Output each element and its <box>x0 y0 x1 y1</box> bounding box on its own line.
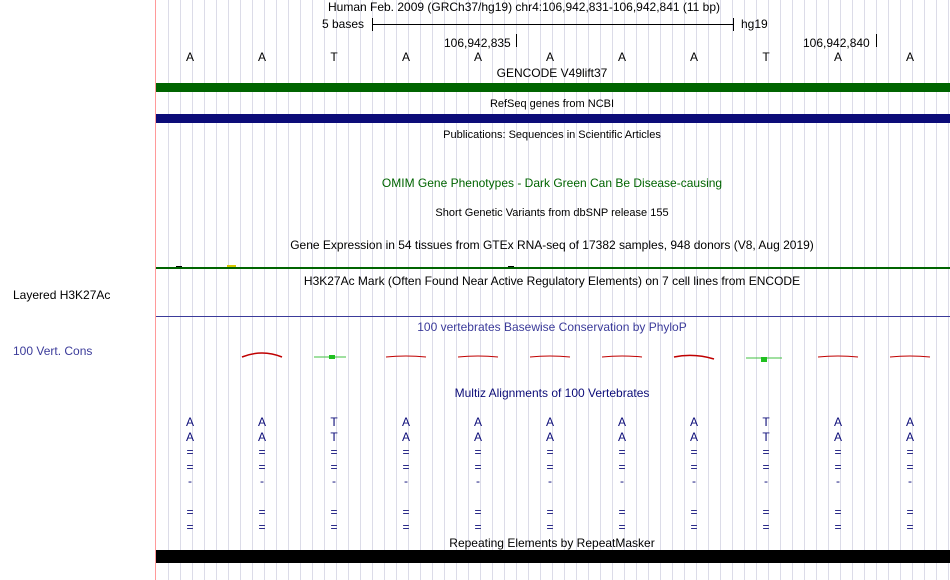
alignment-cell: A <box>401 430 411 444</box>
conservation-dip <box>329 355 335 359</box>
alignment-cell: = <box>402 445 410 459</box>
repeatmasker-track-title: Repeating Elements by RepeatMasker <box>449 536 655 550</box>
base-letter: A <box>185 50 195 64</box>
base-letter: T <box>330 50 338 64</box>
alignment-cell: = <box>258 460 266 474</box>
coordinate-label-2: 106,942,840 <box>803 36 870 50</box>
alignment-cell: = <box>762 520 770 534</box>
alignment-cell: = <box>834 445 842 459</box>
alignment-cell: A <box>473 430 483 444</box>
alignment-cell: T <box>330 430 338 444</box>
alignment-cell: = <box>762 460 770 474</box>
alignment-cell: = <box>330 505 338 519</box>
base-letter: A <box>617 50 627 64</box>
alignment-cell: A <box>545 430 555 444</box>
alignment-cell: A <box>905 415 915 429</box>
alignment-cell: = <box>834 520 842 534</box>
alignment-cell: A <box>257 415 267 429</box>
conservation-peak <box>818 356 858 357</box>
conservation-peak <box>386 356 426 357</box>
alignment-cell: T <box>330 415 338 429</box>
alignment-cell: = <box>330 520 338 534</box>
alignment-cell: = <box>402 460 410 474</box>
dbsnp-track-title: Short Genetic Variants from dbSNP release 155 <box>435 207 669 219</box>
alignment-cell: = <box>906 505 914 519</box>
h3k27ac-baseline <box>156 316 950 317</box>
alignment-cell: = <box>618 520 626 534</box>
scale-text: 5 bases <box>322 17 365 31</box>
alignment-cell: - <box>548 474 552 488</box>
conservation-track-title: 100 vertebrates Basewise Conservation by PhyloP <box>417 320 687 334</box>
alignment-cell: - <box>836 474 840 488</box>
alignment-cell: = <box>834 505 842 519</box>
h3k27ac-track-title: H3K27Ac Mark (Often Found Near Active Regulatory Elements) on 7 cell lines from ENCODE <box>303 274 801 288</box>
conservation-track-label[interactable]: 100 Vert. Cons <box>13 344 93 358</box>
alignment-cell: A <box>473 415 483 429</box>
browser-track-area <box>156 0 950 580</box>
base-letter: A <box>833 50 843 64</box>
gtex-divider <box>156 267 950 269</box>
alignment-cell: = <box>546 520 554 534</box>
gtex-track-title: Gene Expression in 54 tissues from GTEx RNA-seq of 17382 samples, 948 donors (V8, Aug 2019) <box>290 238 814 252</box>
alignment-cell: = <box>474 460 482 474</box>
base-letter: A <box>905 50 915 64</box>
omim-track-title: OMIM Gene Phenotypes - Dark Green Can Be Disease-causing <box>381 176 723 190</box>
alignment-cell: = <box>690 460 698 474</box>
alignment-cell: A <box>689 430 699 444</box>
conservation-peak <box>242 353 282 357</box>
alignment-cell: A <box>185 430 195 444</box>
alignment-cell: - <box>476 474 480 488</box>
alignment-cell: A <box>185 415 195 429</box>
conservation-peak <box>890 356 930 357</box>
multiz-track-title: Multiz Alignments of 100 Vertebrates <box>454 386 650 400</box>
alignment-cell: = <box>186 520 194 534</box>
alignment-cell: = <box>618 445 626 459</box>
refseq-gene-bar[interactable] <box>156 114 950 123</box>
alignment-cell: = <box>834 460 842 474</box>
alignment-cell: = <box>474 505 482 519</box>
alignment-cell: - <box>908 474 912 488</box>
alignment-cell: - <box>620 474 624 488</box>
conservation-peak <box>674 355 714 359</box>
alignment-cell: A <box>689 415 699 429</box>
alignment-cell: = <box>906 520 914 534</box>
alignment-cell: A <box>833 415 843 429</box>
h3k27ac-track-label[interactable]: Layered H3K27Ac <box>13 288 111 302</box>
base-letter: A <box>401 50 411 64</box>
alignment-cell: A <box>257 430 267 444</box>
assembly-position: Human Feb. 2009 (GRCh37/hg19) chr4:106,942,831-106,942,841 (11 bp) <box>327 0 721 14</box>
alignment-cell: - <box>260 474 264 488</box>
alignment-cell: = <box>546 460 554 474</box>
scale-assembly: hg19 <box>741 17 768 31</box>
base-letter: A <box>545 50 555 64</box>
alignment-cell: - <box>332 474 336 488</box>
conservation-peak <box>530 356 570 357</box>
alignment-cell: A <box>401 415 411 429</box>
alignment-cell: = <box>258 520 266 534</box>
gencode-gene-bar[interactable] <box>156 83 950 92</box>
alignment-cell: = <box>906 445 914 459</box>
alignment-cell: = <box>186 505 194 519</box>
alignment-cell: = <box>762 445 770 459</box>
alignment-cell: = <box>186 445 194 459</box>
base-letter: A <box>473 50 483 64</box>
refseq-track-title: RefSeq genes from NCBI <box>489 98 615 110</box>
alignment-cell: = <box>690 520 698 534</box>
alignment-cell: = <box>906 460 914 474</box>
base-letter: A <box>257 50 267 64</box>
alignment-cell: = <box>546 505 554 519</box>
alignment-cell: = <box>546 445 554 459</box>
conservation-peak <box>602 356 642 357</box>
base-letter: A <box>689 50 699 64</box>
publications-track-title: Publications: Sequences in Scientific Articles <box>443 129 661 141</box>
alignment-cell: = <box>474 445 482 459</box>
alignment-cell: A <box>617 415 627 429</box>
alignment-cell: = <box>618 460 626 474</box>
base-letter: T <box>762 50 770 64</box>
alignment-cell: = <box>618 505 626 519</box>
alignment-cell: - <box>404 474 408 488</box>
alignment-cell: = <box>762 505 770 519</box>
scale-bar <box>373 24 733 25</box>
alignment-cell: = <box>402 520 410 534</box>
scale-bar-left-tick <box>372 18 373 31</box>
track-labels <box>0 0 156 580</box>
alignment-cell: A <box>833 430 843 444</box>
alignment-cell: = <box>690 505 698 519</box>
alignment-cell: A <box>545 415 555 429</box>
conservation-plot <box>156 345 950 370</box>
alignment-cell: = <box>258 445 266 459</box>
alignment-cell: T <box>762 415 770 429</box>
repeatmasker-bar[interactable] <box>156 550 950 563</box>
alignment-cell: A <box>617 430 627 444</box>
alignment-cell: - <box>692 474 696 488</box>
coordinate-label-1: 106,942,835 <box>444 36 511 50</box>
conservation-dip <box>761 357 767 362</box>
scale-bar-right-tick <box>733 18 734 31</box>
alignment-cell: - <box>188 474 192 488</box>
alignment-cell: A <box>905 430 915 444</box>
gencode-track-title: GENCODE V49lift37 <box>496 66 608 80</box>
coordinate-tick-2 <box>876 34 877 47</box>
alignment-cell: = <box>330 460 338 474</box>
alignment-cell: = <box>474 520 482 534</box>
alignment-cell: = <box>258 505 266 519</box>
coordinate-tick-1 <box>516 34 517 47</box>
alignment-cell: T <box>762 430 770 444</box>
alignment-cell: - <box>764 474 768 488</box>
alignment-cell: = <box>402 505 410 519</box>
alignment-cell: = <box>330 445 338 459</box>
alignment-cell: = <box>690 445 698 459</box>
alignment-cell: = <box>186 460 194 474</box>
conservation-peak <box>458 356 498 357</box>
